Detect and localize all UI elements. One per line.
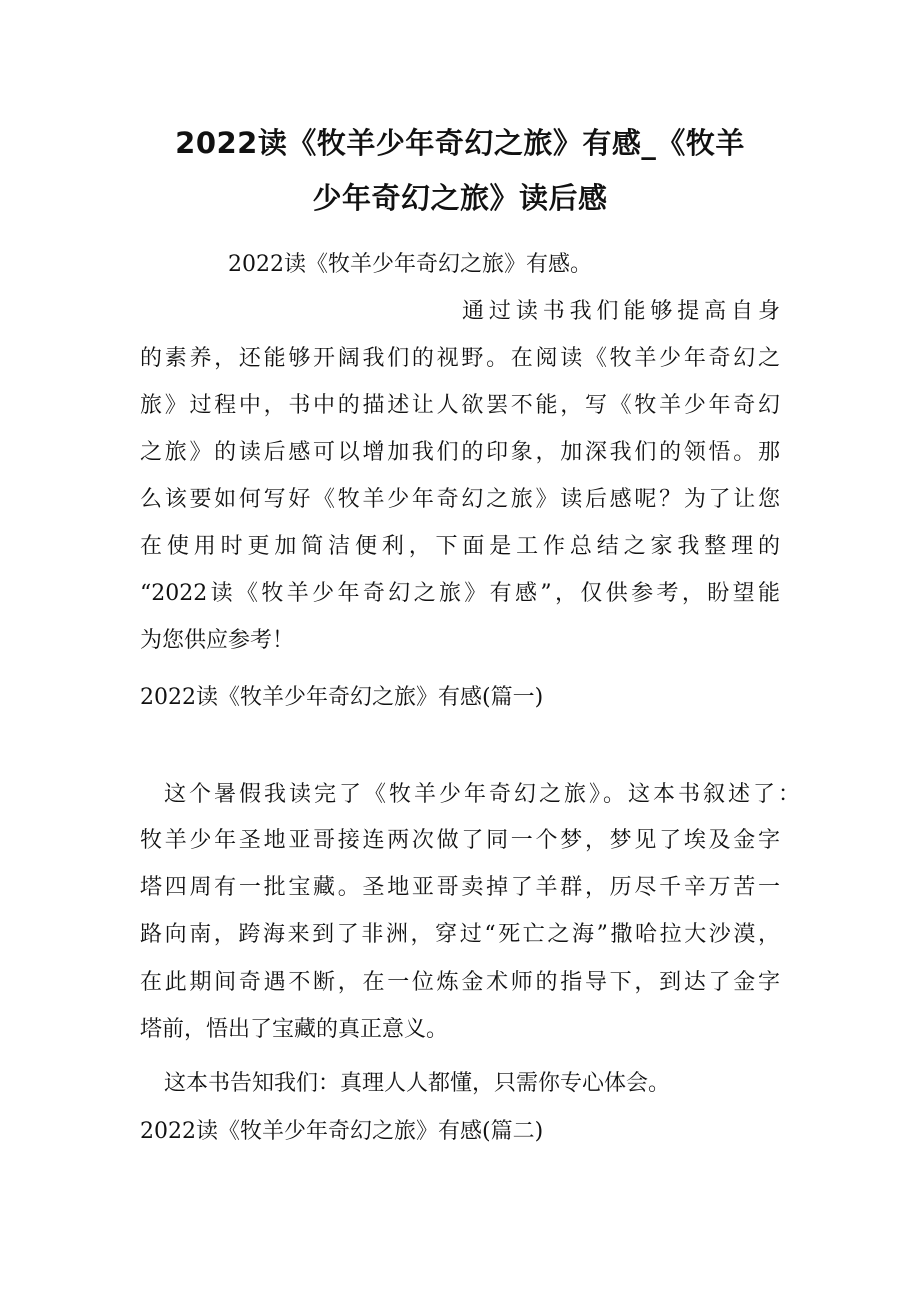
paragraph-closing: 这本书告知我们：真理人人都懂，只需你专心体会。	[164, 1071, 671, 1096]
intro-line: 之旅》的读后感可以增加我们的印象，加深我们的领悟。那	[140, 440, 780, 465]
section-heading-2: 2022读《牧羊少年奇幻之旅》有感(篇二)	[140, 1119, 544, 1144]
paragraph-line: 塔四周有一批宝藏。圣地亚哥卖掉了羊群，历尽千辛万苦一	[140, 875, 780, 900]
document-title-line-1: 2022读《牧羊少年奇幻之旅》有感_《牧羊	[175, 126, 745, 160]
intro-line: 么该要如何写好《牧羊少年奇幻之旅》读后感呢？为了让您	[140, 487, 780, 512]
intro-line: 在使用时更加简洁便利，下面是工作总结之家我整理的	[140, 534, 780, 559]
intro-line: 为您供应参考！	[140, 628, 295, 653]
section-heading-1: 2022读《牧羊少年奇幻之旅》有感(篇一)	[140, 685, 544, 710]
paragraph-line: 牧羊少年圣地亚哥接连两次做了同一个梦，梦见了埃及金字	[140, 828, 780, 853]
intro-line: 旅》过程中，书中的描述让人欲罢不能，写《牧羊少年奇幻	[140, 393, 780, 418]
intro-line: 的素养，还能够开阔我们的视野。在阅读《牧羊少年奇幻之	[140, 346, 780, 371]
paragraph-line: 这个暑假我读完了《牧羊少年奇幻之旅》。这本书叙述了：	[164, 782, 800, 807]
intro-line: 通过读书我们能够提高自身	[462, 299, 780, 324]
paragraph-line: 路向南，跨海来到了非洲，穿过“死亡之海”撒哈拉大沙漠，	[140, 922, 780, 947]
paragraph-line: 在此期间奇遇不断，在一位炼金术师的指导下，到达了金字	[140, 970, 780, 995]
paragraph-line: 塔前，悟出了宝藏的真正意义。	[140, 1017, 449, 1042]
document-title-line-2: 少年奇幻之旅》读后感	[312, 181, 608, 215]
intro-line: “2022读《牧羊少年奇幻之旅》有感”，仅供参考，盼望能	[140, 581, 780, 606]
intro-heading: 2022读《牧羊少年奇幻之旅》有感。	[228, 252, 592, 277]
